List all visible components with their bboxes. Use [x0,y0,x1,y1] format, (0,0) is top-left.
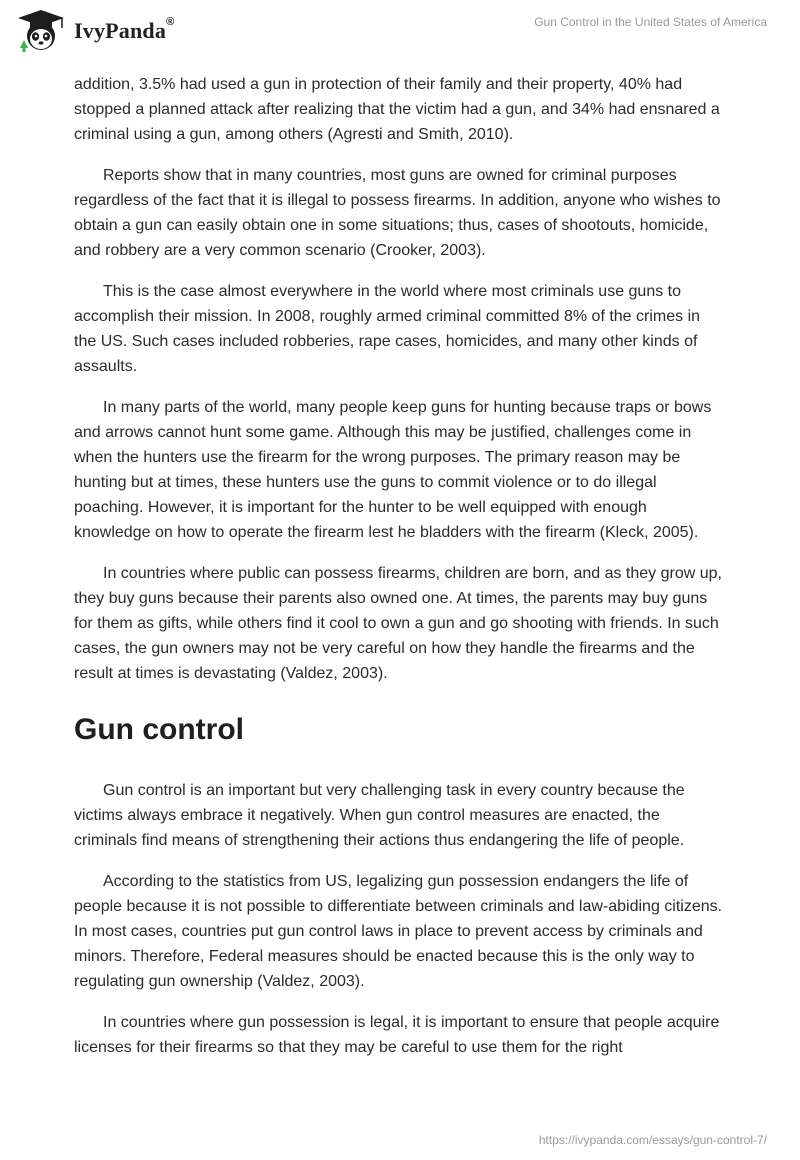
paragraph: According to the statistics from US, legalizing gun possession endangers the life of people because it is not possible to differentiate between criminals and law-abiding citizens. In most cases, countries put gun control laws in place to prevent access by criminals and minors. Therefore, Federal measures should be enacted because this is the only way to regulating gun ownership (Valdez, 2003). [74,873,723,990]
panda-logo-icon [14,8,68,54]
source-url[interactable]: https://ivypanda.com/essays/gun-control-7/ [538,1133,767,1147]
paragraph: Reports show that in many countries, most guns are owned for criminal purposes regardless of the fact that it is illegal to possess firearms. In addition, anyone who wishes to obtain a gun can easily obtain one in some situations; thus, cases of shootouts, homicide, and robbery are a very common scenario (Crooker, 2003). [74,167,721,259]
paragraph: This is the case almost everywhere in the world where most criminals use guns to accomplish their mission. In 2008, roughly armed criminal committed 8% of the crimes in the US. Such cases included robberies, rape cases, homicides, and many other kinds of assaults. [74,283,701,375]
brand-logo[interactable] [14,8,174,54]
paragraph: addition, 3.5% had used a gun in protection of their family and their property, 40% had stopped a planned attack after realizing that the victim had a gun, and 34% had ensnared a criminal using a gun, among others (Agresti and Smith, 2010). [74,76,720,143]
document-title: Gun Control in the United States of America [534,15,767,29]
brand-name: IvyPanda® [74,16,175,43]
paragraph: In many parts of the world, many people keep guns for hunting because traps or bows and arrows cannot hunt some game. Although this may be justified, challenges come in when the hunters use the firearm for the wrong purposes. The primary reason may be hunting but at times, these hunters use the guns to commit violence or to do illegal poaching. However, it is important for the hunter to be well equipped with enough knowledge on how to operate the firearm lest he bladders with the firearm (Kleck, 2005). [74,399,712,541]
essay-body [74,72,724,1076]
section-heading: Gun control [74,713,244,746]
paragraph: In countries where public can possess firearms, children are born, and as they grow up, they buy guns because their parents also owned one. At times, the parents may buy guns for them as gifts, while others find it cool to own a gun and go shooting with friends. In such cases, the gun owners may not be very careful on how they handle the firearms and the result at times is devastating (Valdez, 2003). [74,565,722,682]
page-header [0,0,800,70]
paragraph: Gun control is an important but very challenging task in every country because the victims always embrace it negatively. When gun control measures are enacted, the criminals find means of strengthening their actions thus endangering the life of people. [74,782,685,849]
paragraph: In countries where gun possession is legal, it is important to ensure that people acquire licenses for their firearms so that they may be careful to use them for the right [74,1014,720,1056]
